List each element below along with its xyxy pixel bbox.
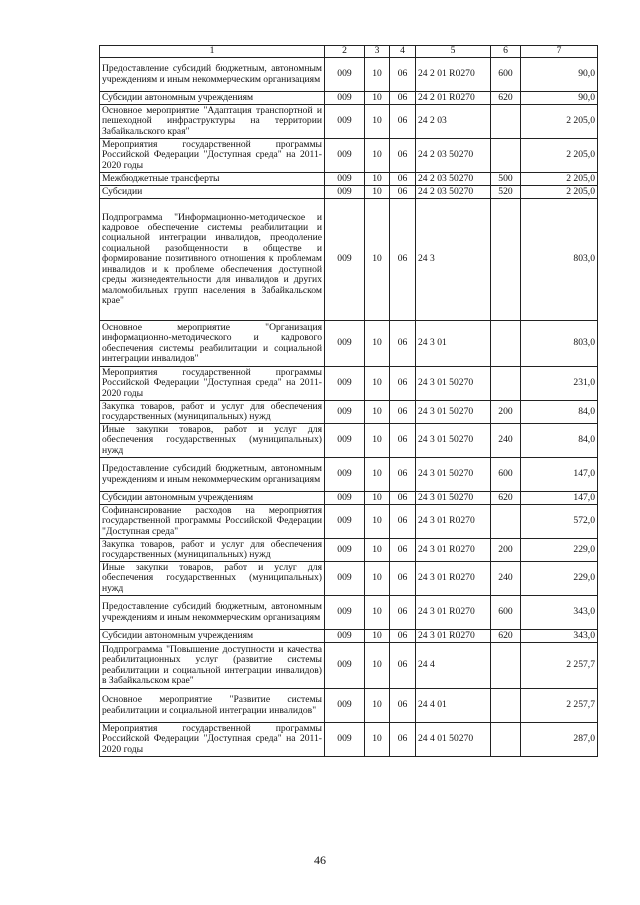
section-code-cell: 10 — [365, 321, 390, 367]
target-article-cell: 24 2 03 50270 — [416, 186, 491, 199]
expense-type-cell: 620 — [491, 630, 521, 643]
table-row — [100, 539, 598, 562]
expense-type-cell: 240 — [491, 424, 521, 458]
section-code-cell: 10 — [365, 689, 390, 723]
table-row — [100, 173, 598, 186]
ministry-code-cell: 009 — [325, 424, 365, 458]
section-code-cell: 10 — [365, 105, 390, 139]
ministry-code-cell: 009 — [325, 492, 365, 505]
amount-cell: 90,0 — [521, 92, 598, 105]
table-row — [100, 186, 598, 199]
target-article-cell: 24 4 01 50270 — [416, 723, 491, 757]
table-row — [100, 630, 598, 643]
amount-cell: 84,0 — [521, 424, 598, 458]
row-name-cell: Предоставление субсидий бюджетным, автономным учреждениям и иным некоммерческим организациям — [100, 596, 325, 630]
subsection-code-cell: 06 — [390, 723, 416, 757]
page-number: 46 — [314, 853, 326, 867]
table-row — [100, 458, 598, 492]
table-row — [100, 424, 598, 458]
target-article-cell: 24 3 01 50270 — [416, 492, 491, 505]
row-name-cell: Иные закупки товаров, работ и услуг для обеспечения государственных (муниципальных) нужд — [100, 562, 325, 596]
expense-type-cell — [491, 139, 521, 173]
expense-type-cell — [491, 367, 521, 401]
subsection-code-cell: 06 — [390, 539, 416, 562]
subsection-code-cell: 06 — [390, 199, 416, 321]
expense-type-cell — [491, 505, 521, 539]
row-name-cell: Иные закупки товаров, работ и услуг для обеспечения государственных (муниципальных) нужд — [100, 424, 325, 458]
table-row — [100, 321, 598, 367]
expense-type-cell — [491, 723, 521, 757]
target-article-cell: 24 4 — [416, 643, 491, 689]
table-row — [100, 199, 598, 321]
expense-type-cell: 520 — [491, 186, 521, 199]
subsection-code-cell: 06 — [390, 173, 416, 186]
table-row — [100, 139, 598, 173]
ministry-code-cell: 009 — [325, 562, 365, 596]
subsection-code-cell: 06 — [390, 492, 416, 505]
subsection-code-cell: 06 — [390, 458, 416, 492]
row-name-cell: Закупка товаров, работ и услуг для обеспечения государственных (муниципальных) нужд — [100, 401, 325, 424]
subsection-code-cell: 06 — [390, 186, 416, 199]
ministry-code-cell: 009 — [325, 539, 365, 562]
header-cell: 7 — [521, 46, 598, 58]
amount-cell: 90,0 — [521, 58, 598, 92]
subsection-code-cell: 06 — [390, 505, 416, 539]
row-name-cell: Подпрограмма "Информационно-методическое и кадровое обеспечение системы реабилитации и социальной интеграции инвалидов, преодоление социальной разобщенности в обществе и формирование позитивного отношения к проблемам инвалидов и к проблеме обеспечения доступной среды жизнедеятельности для инвалидов и других маломобильных групп населения в Забайкальском крае" — [100, 199, 325, 321]
row-name-cell: Закупка товаров, работ и услуг для обеспечения государственных (муниципальных) нужд — [100, 539, 325, 562]
ministry-code-cell: 009 — [325, 596, 365, 630]
section-code-cell: 10 — [365, 723, 390, 757]
subsection-code-cell: 06 — [390, 562, 416, 596]
expense-type-cell: 200 — [491, 539, 521, 562]
table-row — [100, 492, 598, 505]
section-code-cell: 10 — [365, 199, 390, 321]
target-article-cell: 24 3 01 R0270 — [416, 596, 491, 630]
section-code-cell: 10 — [365, 458, 390, 492]
expense-type-cell: 500 — [491, 173, 521, 186]
expense-type-cell — [491, 321, 521, 367]
header-cell: 6 — [491, 46, 521, 58]
section-code-cell: 10 — [365, 630, 390, 643]
table-row — [100, 505, 598, 539]
section-code-cell: 10 — [365, 173, 390, 186]
expense-type-cell: 620 — [491, 92, 521, 105]
row-name-cell: Основное мероприятие "Развитие системы реабилитации и социальной интеграции инвалидов" — [100, 689, 325, 723]
amount-cell: 147,0 — [521, 458, 598, 492]
section-code-cell: 10 — [365, 139, 390, 173]
amount-cell: 803,0 — [521, 199, 598, 321]
ministry-code-cell: 009 — [325, 321, 365, 367]
subsection-code-cell: 06 — [390, 689, 416, 723]
table-row — [100, 367, 598, 401]
target-article-cell: 24 3 01 50270 — [416, 401, 491, 424]
ministry-code-cell: 009 — [325, 630, 365, 643]
target-article-cell: 24 3 01 — [416, 321, 491, 367]
amount-cell: 2 205,0 — [521, 105, 598, 139]
ministry-code-cell: 009 — [325, 401, 365, 424]
subsection-code-cell: 06 — [390, 321, 416, 367]
row-name-cell: Софинансирование расходов на мероприятия государственной программы Российской Федерации "Доступная среда" — [100, 505, 325, 539]
target-article-cell: 24 3 — [416, 199, 491, 321]
row-name-cell: Субсидии автономным учреждениям — [100, 492, 325, 505]
table-row — [100, 723, 598, 757]
row-name-cell: Основное мероприятие "Адаптация транспортной и пешеходной инфраструктуры на территории Забайкальского края" — [100, 105, 325, 139]
expense-type-cell — [491, 689, 521, 723]
subsection-code-cell: 06 — [390, 139, 416, 173]
header-cell: 1 — [100, 46, 325, 58]
table-row — [100, 689, 598, 723]
section-code-cell: 10 — [365, 401, 390, 424]
amount-cell: 343,0 — [521, 596, 598, 630]
header-cell: 4 — [390, 46, 416, 58]
budget-table — [99, 45, 598, 757]
table-row — [100, 401, 598, 424]
subsection-code-cell: 06 — [390, 92, 416, 105]
table-row — [100, 643, 598, 689]
expense-type-cell — [491, 105, 521, 139]
amount-cell: 2 205,0 — [521, 173, 598, 186]
section-code-cell: 10 — [365, 539, 390, 562]
amount-cell: 231,0 — [521, 367, 598, 401]
amount-cell: 343,0 — [521, 630, 598, 643]
expense-type-cell: 620 — [491, 492, 521, 505]
target-article-cell: 24 3 01 50270 — [416, 367, 491, 401]
row-name-cell: Субсидии автономным учреждениям — [100, 630, 325, 643]
expense-type-cell: 600 — [491, 458, 521, 492]
target-article-cell: 24 3 01 50270 — [416, 424, 491, 458]
ministry-code-cell: 009 — [325, 723, 365, 757]
section-code-cell: 10 — [365, 92, 390, 105]
row-name-cell: Мероприятия государственной программы Российской Федерации "Доступная среда" на 2011-2020 годы — [100, 723, 325, 757]
subsection-code-cell: 06 — [390, 105, 416, 139]
row-name-cell: Основное мероприятие "Организация информационно-методического и кадрового обеспечения системы реабилитации и социальной интеграции инвалидов" — [100, 321, 325, 367]
amount-cell: 229,0 — [521, 562, 598, 596]
subsection-code-cell: 06 — [390, 424, 416, 458]
section-code-cell: 10 — [365, 505, 390, 539]
row-name-cell: Субсидии автономным учреждениям — [100, 92, 325, 105]
table-row — [100, 92, 598, 105]
subsection-code-cell: 06 — [390, 596, 416, 630]
ministry-code-cell: 009 — [325, 458, 365, 492]
row-name-cell: Мероприятия государственной программы Российской Федерации "Доступная среда" на 2011-2020 годы — [100, 139, 325, 173]
expense-type-cell: 600 — [491, 58, 521, 92]
amount-cell: 2 257,7 — [521, 689, 598, 723]
expense-type-cell: 600 — [491, 596, 521, 630]
ministry-code-cell: 009 — [325, 139, 365, 173]
ministry-code-cell: 009 — [325, 367, 365, 401]
section-code-cell: 10 — [365, 367, 390, 401]
row-name-cell: Субсидии — [100, 186, 325, 199]
ministry-code-cell: 009 — [325, 689, 365, 723]
amount-cell: 2 205,0 — [521, 186, 598, 199]
header-cell: 2 — [325, 46, 365, 58]
ministry-code-cell: 009 — [325, 92, 365, 105]
table-row — [100, 105, 598, 139]
expense-type-cell: 240 — [491, 562, 521, 596]
target-article-cell: 24 3 01 R0270 — [416, 505, 491, 539]
section-code-cell: 10 — [365, 562, 390, 596]
amount-cell: 572,0 — [521, 505, 598, 539]
subsection-code-cell: 06 — [390, 643, 416, 689]
expense-type-cell: 200 — [491, 401, 521, 424]
target-article-cell: 24 3 01 R0270 — [416, 562, 491, 596]
expense-type-cell — [491, 199, 521, 321]
section-code-cell: 10 — [365, 643, 390, 689]
amount-cell: 803,0 — [521, 321, 598, 367]
row-name-cell: Предоставление субсидий бюджетным, автономным учреждениям и иным некоммерческим организациям — [100, 58, 325, 92]
section-code-cell: 10 — [365, 424, 390, 458]
ministry-code-cell: 009 — [325, 505, 365, 539]
target-article-cell: 24 3 01 R0270 — [416, 630, 491, 643]
section-code-cell: 10 — [365, 186, 390, 199]
subsection-code-cell: 06 — [390, 630, 416, 643]
target-article-cell: 24 2 03 — [416, 105, 491, 139]
subsection-code-cell: 06 — [390, 367, 416, 401]
amount-cell: 2 257,7 — [521, 643, 598, 689]
table-row — [100, 596, 598, 630]
ministry-code-cell: 009 — [325, 173, 365, 186]
ministry-code-cell: 009 — [325, 186, 365, 199]
ministry-code-cell: 009 — [325, 58, 365, 92]
subsection-code-cell: 06 — [390, 58, 416, 92]
section-code-cell: 10 — [365, 58, 390, 92]
target-article-cell: 24 2 03 50270 — [416, 139, 491, 173]
target-article-cell: 24 3 01 R0270 — [416, 539, 491, 562]
table-row — [100, 562, 598, 596]
amount-cell: 84,0 — [521, 401, 598, 424]
amount-cell: 287,0 — [521, 723, 598, 757]
row-name-cell: Подпрограмма "Повышение доступности и качества реабилитационных услуг (развитие системы реабилитации и социальной интеграции инвалидов) в Забайкальском крае" — [100, 643, 325, 689]
table-row — [100, 58, 598, 92]
subsection-code-cell: 06 — [390, 401, 416, 424]
ministry-code-cell: 009 — [325, 105, 365, 139]
target-article-cell: 24 2 01 R0270 — [416, 92, 491, 105]
header-cell: 3 — [365, 46, 390, 58]
amount-cell: 2 205,0 — [521, 139, 598, 173]
section-code-cell: 10 — [365, 596, 390, 630]
target-article-cell: 24 3 01 50270 — [416, 458, 491, 492]
row-name-cell: Предоставление субсидий бюджетным, автономным учреждениям и иным некоммерческим организациям — [100, 458, 325, 492]
row-name-cell: Межбюджетные трансферты — [100, 173, 325, 186]
table-header-row — [100, 46, 598, 58]
expense-type-cell — [491, 643, 521, 689]
amount-cell: 147,0 — [521, 492, 598, 505]
section-code-cell: 10 — [365, 492, 390, 505]
ministry-code-cell: 009 — [325, 643, 365, 689]
header-cell: 5 — [416, 46, 491, 58]
amount-cell: 229,0 — [521, 539, 598, 562]
row-name-cell: Мероприятия государственной программы Российской Федерации "Доступная среда" на 2011-2020 годы — [100, 367, 325, 401]
target-article-cell: 24 2 01 R0270 — [416, 58, 491, 92]
target-article-cell: 24 2 03 50270 — [416, 173, 491, 186]
ministry-code-cell: 009 — [325, 199, 365, 321]
target-article-cell: 24 4 01 — [416, 689, 491, 723]
